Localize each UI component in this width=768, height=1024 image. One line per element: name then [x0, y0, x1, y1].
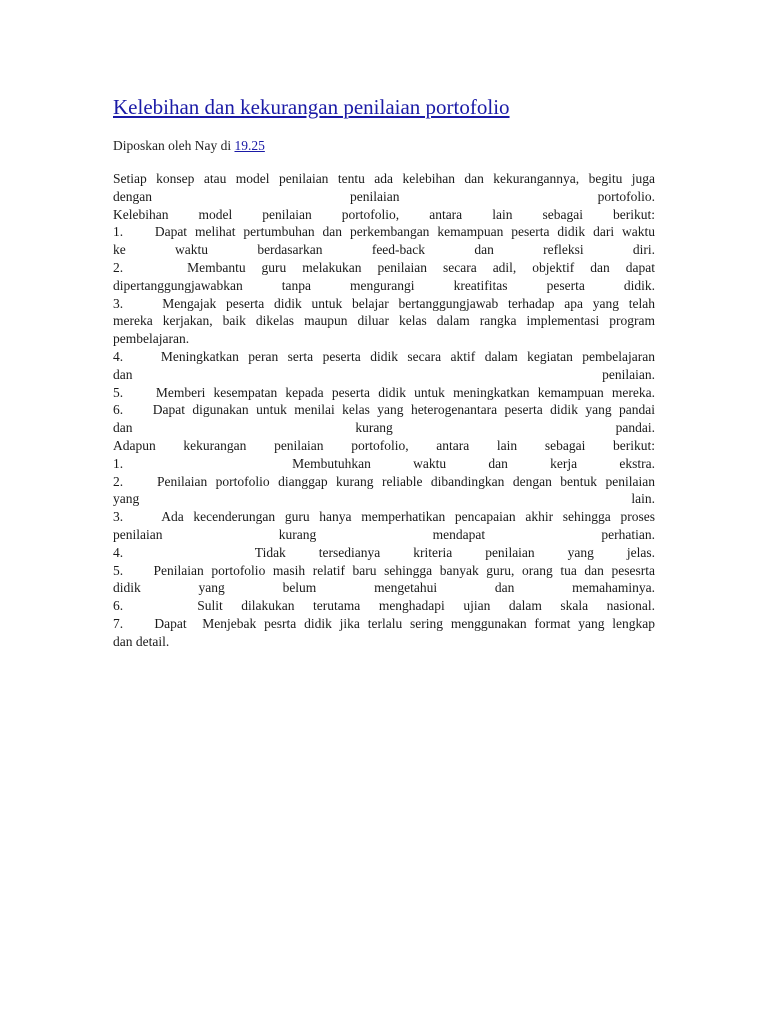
body-line: 6. Dapat digunakan untuk menilai kelas yang heterogenantara peserta didik yang pandai — [113, 402, 655, 418]
body-line: didik yang belum mengetahui dan memahaminya. — [113, 580, 655, 596]
body-line: dan penilaian. — [113, 366, 655, 382]
body-line: Adapun kekurangan penilaian portofolio, antara lain sebagai berikut: — [113, 437, 655, 453]
body-line: 1. Dapat melihat pertumbuhan dan perkembangan kemampuan peserta didik dari waktu — [113, 224, 655, 240]
body-line: 7. Dapat Menjebak pesrta didik jika terlalu sering menggunakan format yang lengkap — [113, 615, 655, 631]
body-line: 3. Ada kecenderungan guru hanya memperhatikan pencapaian akhir sehingga proses — [113, 509, 655, 525]
post-body — [113, 170, 655, 651]
body-line: 5. Memberi kesempatan kepada peserta didik untuk meningkatkan kemampuan mereka. — [113, 384, 655, 400]
body-line: 3. Mengajak peserta didik untuk belajar bertanggungjawab terhadap apa yang telah — [113, 295, 655, 311]
body-line: dengan penilaian portofolio. — [113, 188, 655, 204]
body-line: 4. Meningkatkan peran serta peserta didik secara aktif dalam kegiatan pembelajaran — [113, 348, 655, 364]
body-line: penilaian kurang mendapat perhatian. — [113, 526, 655, 542]
blog-post — [113, 92, 655, 651]
body-line: 2. Penilaian portofolio dianggap kurang reliable dibandingkan dengan bentuk penilaian — [113, 473, 655, 489]
body-line: dipertanggungjawabkan tanpa mengurangi kreatifitas peserta didik. — [113, 277, 655, 293]
body-line: mereka kerjakan, baik dikelas maupun diluar kelas dalam rangka implementasi program — [113, 313, 655, 329]
body-line: Kelebihan model penilaian portofolio, antara lain sebagai berikut: — [113, 206, 655, 222]
body-line: 5. Penilaian portofolio masih relatif baru sehingga banyak guru, orang tua dan pesesrta — [113, 562, 655, 578]
posted-by-text: Diposkan oleh Nay di — [113, 138, 235, 153]
body-line: 1. Membutuhkan waktu dan kerja ekstra. — [113, 455, 655, 471]
post-meta — [113, 137, 655, 155]
body-line: pembelajaran. — [113, 331, 190, 347]
body-line: Setiap konsep atau model penilaian tentu ada kelebihan dan kekurangannya, begitu juga — [113, 171, 655, 186]
body-line: yang lain. — [113, 491, 655, 507]
body-line: 4. Tidak tersedianya kriteria penilaian yang jelas. — [113, 544, 655, 560]
post-title-link[interactable]: Kelebihan dan kekurangan penilaian portofolio — [113, 95, 510, 119]
body-line: ke waktu berdasarkan feed-back dan refleksi diri. — [113, 242, 655, 258]
body-line: dan detail. — [113, 633, 170, 649]
body-line: dan kurang pandai. — [113, 420, 655, 436]
post-time-link[interactable]: 19.25 — [234, 138, 265, 153]
body-line: 6. Sulit dilakukan terutama menghadapi ujian dalam skala nasional. — [113, 598, 655, 614]
body-line: 2. Membantu guru melakukan penilaian secara adil, objektif dan dapat — [113, 259, 655, 275]
